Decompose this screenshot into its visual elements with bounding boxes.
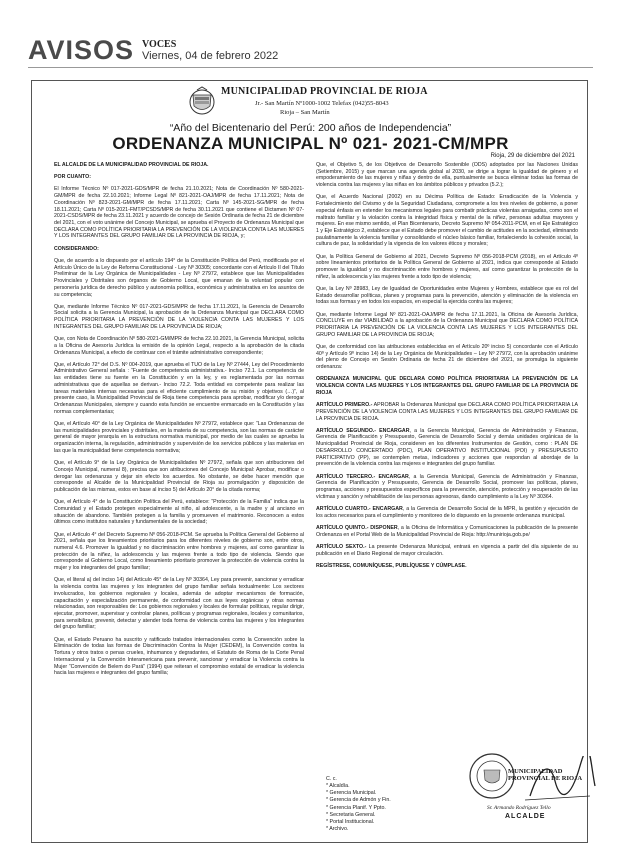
place-date: Rioja, 29 de diciembre del 2021: [490, 153, 575, 159]
article-label: ARTÍCULO SEGUNDO.- ENCARGAR: [316, 427, 410, 434]
paragraph: Que, el Artículo 4° del Decreto Supremo Nº 056-2018-PCM. Se aprueba la Política General del Gobierno al 2021, señala que los lineamientos prioritarios para los diferentes niveles de gobierno son, entre otros, numeral 4.6. Promover la igualdad y no discriminación entre hombres y mujeres, así como garantizar la protección de la niñez, la adolescencia y las mujeres frente a todo tipo de violencia. Siendo que corresponde al Gobierno Local, como lineamiento prioritario promover la protección de violencia contra la mujer y los integrantes del grupo familiar;: [54, 531, 304, 572]
ordinance-title: ORDENANZA MUNICIPAL Nº 021- 2021-CM/MPR: [112, 134, 509, 153]
article-label: ARTÍCULO PRIMERO.-: [316, 402, 373, 409]
paragraph: Que, con Nota de Coordinación Nº 580-2021-GM/MPR de fecha 22.10.2021, la Gerencia Municipal, solicita a la Oficina de Asesoría Jurídica la emisión de la opinión Legal, respecto a la aprobación de la citada Ordenanza Municipal, a efecto de continuar con el trámite administrativo correspondiente;: [54, 336, 304, 356]
paragraph: Que, el Artículo 72° del D.S. Nº 004-2019, que aprueba el TUO de la Ley Nº 27444, Ley del Procedimiento Administrativo General señala : “Fuente de competencia administrativa.- Inciso 72.1. La competencia de las entidades tiene su fuente en la Constitución y en la ley, y es reglamentada por las normas administrativas que de aquellas se derivan.- Inciso 72.2. Toda entidad es competente para realizar las tareas materiales internas necesarias para el eficiente cumplimiento de su misión y objetivos (…)”, al presente caso, la Municipalidad Provincial de Rioja tiene competencia para aprobar, modificar y/o derogar Ordenanzas Municipales, siempre y cuando esta función se encuentre enmarcado en la Constitución y las normas complementarias;: [54, 361, 304, 415]
cc-item: C. c.: [326, 776, 337, 782]
publication-date: Viernes, 04 de febrero 2022: [142, 49, 279, 62]
stamp-org-text: MUNICIPALIDAD PROVINCIAL DE RIOJA: [508, 768, 583, 783]
ordinance-heading: ORDENANZA MUNICIPAL QUE DECLARA COMO POLÍTICA PRIORITARIA LA PREVENCIÓN DE LA VIOLENCIA CONTA LAS MUJERES Y LOS INTEGRANTES DEL GRUPO FAMILIAR DE LA PROVINCIA DE RIOJA: [316, 376, 578, 396]
cc-item: * Archivo.: [326, 825, 349, 832]
handwritten-signature-icon: [520, 756, 600, 806]
article-5: [316, 525, 578, 538]
article-label: ARTÍCULO CUARTO.- ENCARGAR: [316, 505, 403, 512]
article-text: , a la Gerencia Municipal, Gerencia de Administración y Finanzas, Gerencia de Planificación y Presupuesto, Gerencia de Desarrollo Social y demás unidades orgánicas de la Municipalidad Provincial de Rioja, consideren en los diferentes Instrumentos de Gestión, como : PLAN DE DESARROLLO CONCERTADO (PDC), PLAN OPERATIVO INSTITUCIONAL (POI) y PRESUPUESTO PARTICIPATIVO (PP), se contemplen metas, indicadores y acciones que respondan al abordaje de la prevención de la violencia contra las mujeres e integrantes del grupo familiar.: [316, 427, 579, 468]
paragraph: Que, el Artículo 4° de la Constitución Política del Perú, establece: “Protección de la Familia” indica que la Comunidad y el Estado protegen especialmente al niño, al adolescente, a la madre y al anciano en situación de abandono. También protegen a la familia y promueven el matrimonio. Reconocen a estos últimos como institutos naturales y fundamentales de la sociedad;: [54, 499, 304, 526]
paragraph: Que, de conformidad con las atribuciones establecidas en el Artículo 20º inciso 5) concordante con el Artículo 40º y Artículo 9º inciso 14) de la Ley Orgánica de Municipalidades – Ley Nº 27972, con la aprobación unánime del pleno de Concejo en Sesión Ordinaria de fecha 21 de diciembre del 2021, se promulga la siguiente ordenanza:: [316, 344, 578, 371]
closing-formula: REGÍSTRESE, COMUNÍQUESE, PUBLÍQUESE Y CÚMPLASE.: [316, 562, 467, 569]
paragraph: Que, el Acuerdo Nacional (2002) en su Décima Política de Estado: Erradicación de la Violencia y Fortalecimiento del Civismo y de la Seguridad Ciudadana, compromete a los tres niveles de gobierno, a poner especial énfasis en extender los mecanismos legales para combatir prácticas violentas arraigadas, como son el maltrato familiar y la violación contra la integridad física y mental de la niñez, personas adultas mayores y mujeres. En ese mismo sentido, el Plan Bicentenario, Decreto Supremo Nº 054-2011-PCM, en el Eje Estratégico 1 y Eje Estratégico 2, establece que el Estado debe promover el cambio de actitudes en la sociedad, eliminando paulatinamente la violencia familiar y consolidando el núcleo básico familiar, fortaleciendo la cohesión social, la cultura de paz, la solidaridad y la vigencia de los valores éticos y morales;: [316, 194, 578, 248]
cc-item: * Portal Institucional.: [326, 818, 375, 825]
paragraph: Que, el literal a) del inciso 14) del Artículo 45° de la Ley Nº 30364, Ley para prevenir, sancionar y erradicar la violencia contra las mujeres y los integrantes del grupo familiar señala textualmente: Los sectores involucrados, los gobiernos regionales y locales, además de adoptar mecanismos de formación, capacitación y especialización permanente, de conformidad con sus leyes orgánicas y otras normas relacionadas, son responsables de: Los gobiernos regionales y locales de formular políticas, regular dirigir, ejecutar, promover, supervisar y controlar planes, políticas y programas regionales, locales y comunitarios, para sensibilizar, prevenir, detectar y atender toda forma de violencia contra las mujeres y los integrantes del grupo familiar;: [54, 577, 304, 631]
article-text: , a la Gerencia de Desarrollo Social de la MPR, la gestión y ejecución de los actos necesarios para el cumplimiento y monitoreo de lo dispuesto en la presente ordenanza municipal.: [316, 505, 578, 519]
masthead-meta: [142, 40, 278, 64]
signer-title: ALCALDE: [505, 813, 546, 820]
cc-item: * Gerencia de Admón y Fin.: [326, 797, 391, 804]
masthead: [28, 28, 278, 64]
paragraph: Que, el Estado Peruano ha suscrito y ratificado tratados internacionales como la Convención sobre la Eliminación de todas las formas de Discriminación Contra la Mujer (CEDEM), la Convención contra la Tortura y otros tratos o penas crueles, inhumanos y degradantes, el Estatuto de Roma de la Corte Penal Internacional y la Convención Interamericana para prevenir, sancionar y erradicar la Violencia contra la Mujer “Convención de Belem do Pará” (1994) que reiteran el compromiso estatal de erradicar la violencia hacia las mujeres e integrantes del grupo familia;: [54, 636, 304, 677]
article-1: [316, 402, 578, 422]
signer-name: Sr. Armando Rodríguez Tello: [487, 805, 551, 811]
article-2: [316, 428, 578, 468]
header-rule: [28, 67, 593, 68]
paragraph: Que, mediante Informe Técnico Nº 017-2021-GDS/MPR de fecha 17.11.2021, la Gerencia de Desarrollo Social solicita a la Gerencia Municipal, la aprobación de la Ordenanza Municipal que DECLARA COMO POLÍTICA PRIORITARIA LA PREVENCIÓN DE LA VIOLENCIA CONTA LAS MUJERES Y LOS INTEGRANTES DEL GRUPO FAMILIAR DE LA PROVINCIA DE RIOJA;: [54, 303, 304, 330]
paragraph: El Informe Técnico Nº 017-2021-GDS/MPR de fecha 21.10.2021; Nota de Coordinación Nº 580-2021-GM/MPR de fecha 22.10.2021; Informe Legal Nº 821-2021-OAJ/MPR de fecha 17.11.2021; Nota de Coordinación Nº 823-2021-GM/MPR de fecha 17.11.2021; Carta Nº 145-2021-SG/MPR de fecha 18.11.2021; Carta Nº 015-2021-FMT/PCSDS/MPR de fecha 30.11.2021 que contiene el Dictamen Nº 07-2021-CSDS/MPR de fecha 23.11.2021 y acuerdo de concejo de Sesión Ordinaria de fecha 21 de diciembre del 2021, con el voto unánime del Concejo Municipal, se aprueba el Proyecto de Ordenanza Municipal que DECLARA COMO POLÍTICA PRIORITARIA LA PREVENCIÓN DE LA VIOLENCIA CONTA LAS MUJERES Y LOS INTEGRANTES DEL GRUPO FAMILIAR DE LA PROVINCIA DE RIOJA, y;: [54, 186, 304, 240]
article-text: , a la Gerencia Municipal, Gerencia de Administración y Finanzas, Gerencia de Planificación y Presupuesto, Gerencia de Desarrollo Social, promover las políticas, planes, programas, acciones y presupuestos específicos para la prevención, atención, protección y recuperación de las víctimas y sanción y rehabilitación de las personas agresoras, dando cumplimiento a la Ley Nº 30364.: [316, 473, 579, 500]
left-column: [54, 162, 304, 682]
paragraph: Que, el Objetivo 5, de los Objetivos de Desarrollo Sostenible (ODS) adoptados por las Naciones Unidas (Setiembre, 2015) y que marcan una agenda global al 2030, se dirige a lograr la igualdad de género y el empoderamiento de las mujeres y niñas y dentro de ella, puntualmente se busca eliminar todas las formas de violencia contra las mujeres y las niñas en los ámbitos públicos y privados (5.2.);: [316, 162, 578, 189]
year-motto: “Año del Bicentenario del Perú: 200 años de Independencia”: [169, 122, 452, 134]
article-label: ARTÍCULO QUINTO.- DISPONER: [316, 524, 398, 531]
article-label: ARTÍCULO SEXTO.-: [316, 543, 367, 550]
cc-item: * Gerencia Planif. Y Ppto.: [326, 804, 386, 811]
right-column: [316, 162, 578, 575]
cc-item: * Alcaldía.: [326, 783, 350, 790]
newspaper-name: VOCES: [142, 38, 177, 50]
section-heading-por-cuanto: POR CUANTO:: [54, 174, 91, 181]
addressee: EL ALCALDE DE LA MUNICIPALIDAD PROVINCIAL DE RIOJA.: [54, 162, 209, 168]
paragraph: Que, el Artículo 9° de la Ley Orgánica de Municipalidades Nº 27972, señala que son atribuciones del Concejo Municipal, numeral 8), precisa que son atribuciones del Concejo Municipal: Aprobar, modificar o derogar las ordenanzas y dejar sin efecto los acuerdos. No obstante, se debe hacer mención que corresponde al Alcalde de la Municipalidad Provincial de Rioja su promulgación y disposición de publicación de las mismas, estos en base al inciso 5) del Artículo 20° de la citada norma;: [54, 460, 304, 493]
article-label: ARTÍCULO TERCERO.- ENCARGAR: [316, 473, 409, 480]
paragraph: Que, la Política General de Gobierno al 2021, Decreto Supremo Nº 056-2018-PCM (2018), en el Artículo 4º sobre lineamientos prioritarios de la Política General de Gobierno al 2021, indica que corresponde al Estado promover la igualdad y no discriminación entre hombres y mujeres, así como garantizar la protección de la niñez, la adolescencia y las mujeres frente a todo tipo de violencia;: [316, 253, 578, 280]
paragraph: Que, de acuerdo a lo dispuesto por el artículo 194° de la Constitución Política del Perú, modificada por el Artículo Único de la Ley de Reforma Constitucional - Ley Nº 30305; concordante con el Artículo II del Título Preliminar de la Ley Orgánica de Municipalidades - Ley Nº 27972, establece que las Municipalidades Provinciales y Distritales son órganos de Gobierno Local, que emanan de la voluntad popular con personería jurídica de derecho público y autonomía política, económica y administrativa en los asuntos de su competencia;: [54, 257, 304, 298]
article-4: [316, 506, 578, 519]
cc-item: * Gerencia Municipal.: [326, 790, 377, 797]
paragraph: Que, el Artículo 40° de la Ley Orgánica de Municipalidades Nº 27972, establece que: “Las Ordenanzas de las municipalidades provinciales y distritales, en la materia de su competencia, son las normas de carácter general de mayor jerarquía en la estructura normativa municipal, por medio de las cuales se aprueba la organización interna, la regulación, administración y supervisión de los servicios públicos y las materias en las que la municipalidad tiene competencia normativa;: [54, 421, 304, 454]
institution-name: MUNICIPALIDAD PROVINCIAL DE RIOJA: [221, 86, 428, 97]
article-6: [316, 544, 578, 557]
article-text: APROBAR la Ordenanza Municipal que DECLARA COMO POLÍTICA PRIORITARIA LA PREVENCIÓN DE LA VIOLENCIA CONTA LAS MUJERES Y LOS INTEGRANTES DEL GRUPO FAMILIAR DE LA PROVINCIA DE RIOJA.: [316, 402, 579, 422]
paragraph: Que, mediante Informe Legal Nº 821-2021-OAJ/MPR de fecha 17.11.2021, la Oficina de Asesoría Jurídica, CONCLUYE en dar VIABILIDAD a la aprobación de la Ordenanza Municipal que DECLARA COMO POLÍTICA PRIORITARIA LA PREVENCIÓN DE LA VIOLENCIA CONTA LAS MUJERES Y LOS INTEGRANTES DEL GRUPO FAMILIAR DE LA PROVINCIA DE RIOJA;: [316, 311, 578, 338]
article-3: [316, 474, 578, 501]
article-text: La presente Ordenanza Municipal, entrará en vigencia a partir del día siguiente de su publicación en el Diario Regional de mayor circulación.: [316, 543, 578, 557]
section-title: AVISOS: [28, 35, 135, 65]
cc-item: * Secretaria General.: [326, 811, 376, 818]
section-heading-considerando: CONSIDERANDO:: [54, 245, 99, 252]
cc-list: [326, 776, 391, 833]
institution-city: Rioja – San Martín: [280, 109, 330, 116]
paragraph: Que, la Ley Nº 28983, Ley de Igualdad de Oportunidades entre Mujeres y Hombres, establece que es rol del Estado desarrollar políticas, planes y programas para la prevención, atención y eliminación de la violencia en todas sus formas y en todos los espacios, en especial la ejercida contra las mujeres;: [316, 286, 578, 306]
article-text: , a la Oficina de Informática y Comunicaciones la publicación de la presente Ordenanza en el Portal Web de la Municipalidad Provincial de Rioja: http://munirioja.gob.pe/: [316, 524, 578, 538]
institution-address: Jr.- San Martín Nº1000-1002 Telefax (042)55-8043: [255, 100, 389, 107]
municipal-seal-icon: [187, 86, 217, 116]
